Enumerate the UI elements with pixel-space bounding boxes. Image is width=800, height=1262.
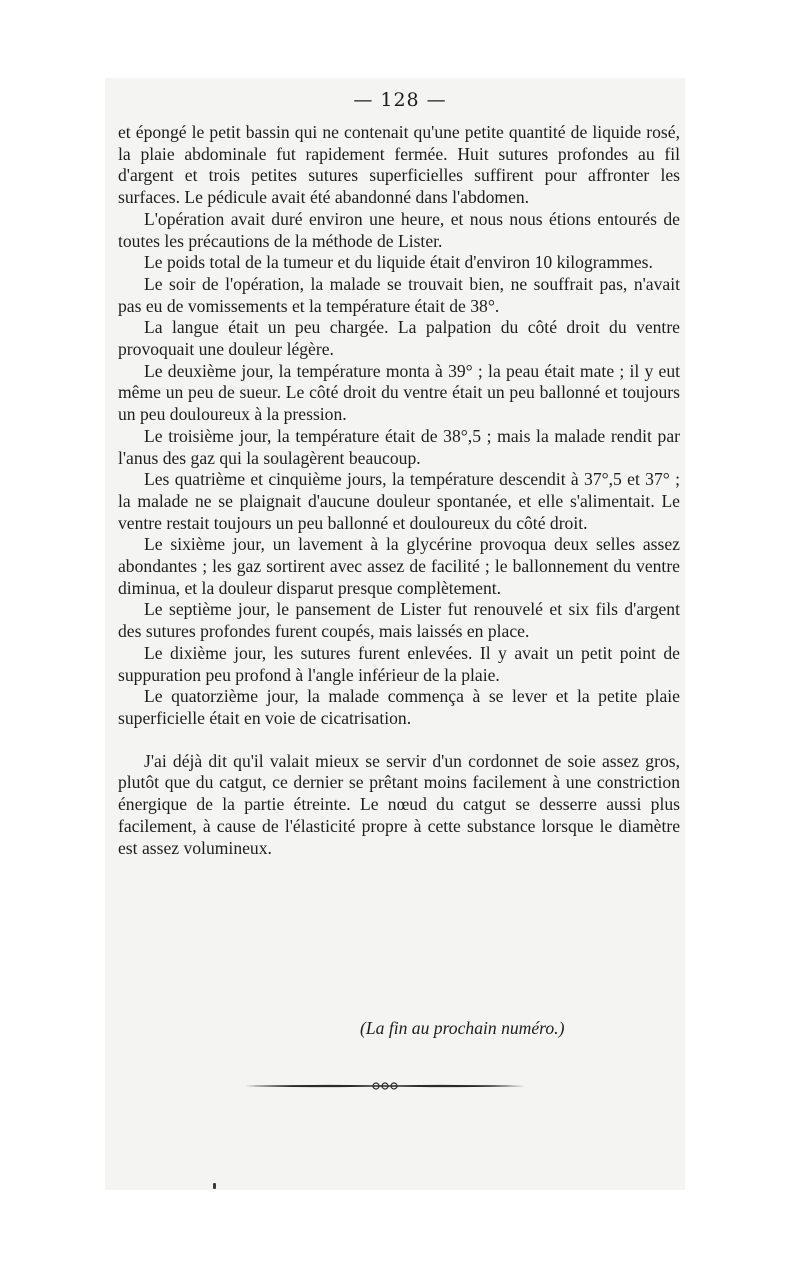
body-text <box>118 122 680 859</box>
paragraph: Le deuxième jour, la température monta à 39° ; la peau était mate ; il y eut même un peu de sueur. Le côté droit du ventre était un peu ballonné et toujours un peu douloureux à la pression. <box>118 360 680 425</box>
paragraph: et épongé le petit bassin qui ne contenait qu'une petite quantité de liquide rosé, la plaie abdominale fut rapidement fermée. Huit sutures profondes au fil d'argent et trois petites sutures superficielles suffirent pour affronter les surfaces. Le pédicule avait été abandonné dans l'abdomen. <box>118 122 680 208</box>
paragraph: Le dixième jour, les sutures furent enlevées. Il y avait un petit point de suppuration peu profond à l'angle inférieur de la plaie. <box>118 642 680 685</box>
page-number: — 128 — <box>353 89 447 111</box>
paragraph: Le soir de l'opération, la malade se trouvait bien, ne souffrait pas, n'avait pas eu de vomissements et la température était de 38°. <box>118 273 680 316</box>
paragraph: Les quatrième et cinquième jours, la température descendit à 37°,5 et 37° ; la malade ne se plaignait d'aucune douleur spontanée, et elle s'alimentait. Le ventre restait toujours un peu ballonné et douloureux du côté droit. <box>118 469 680 533</box>
paragraph: J'ai déjà dit qu'il valait mieux se servir d'un cordonnet de soie assez gros, plutôt que du catgut, ce dernier se prêtant moins facilement à une constriction énergique de la partie étreinte. Le nœud du catgut se desserre aussi plus facilement, à cause de l'élasticité propre à cette substance lorsque le diamètre est assez volumineux. <box>118 750 680 858</box>
paragraph: La langue était un peu chargée. La palpation du côté droit du ventre provoquait une douleur légère. <box>118 317 680 360</box>
continuation-note: (La fin au prochain numéro.) <box>360 1018 565 1038</box>
paragraph: Le poids total de la tumeur et du liquide était d'environ 10 kilogrammes. <box>144 252 653 273</box>
paragraph: Le septième jour, le pansement de Lister fut renouvelé et six fils d'argent des sutures profondes furent coupés, mais laissés en place. <box>118 599 680 642</box>
ornamental-divider <box>245 1081 525 1091</box>
paragraph: Le troisième jour, la température était de 38°,5 ; mais la malade rendit par l'anus des gaz qui la soulagèrent beaucoup. <box>118 425 680 468</box>
paragraph: Le sixième jour, un lavement à la glycérine provoqua deux selles assez abondantes ; les gaz sortirent avec assez de facilité ; le ballonnement du ventre diminua, et la douleur disparut presque complètement. <box>118 534 680 598</box>
paragraph: L'opération avait duré environ une heure, et nous nous étions entourés de toutes les précautions de la méthode de Lister. <box>118 208 680 251</box>
paragraph: Le quatorzième jour, la malade commença à se lever et la petite plaie superficielle était en voie de cicatrisation. <box>118 686 680 728</box>
ink-speck <box>213 1183 216 1189</box>
